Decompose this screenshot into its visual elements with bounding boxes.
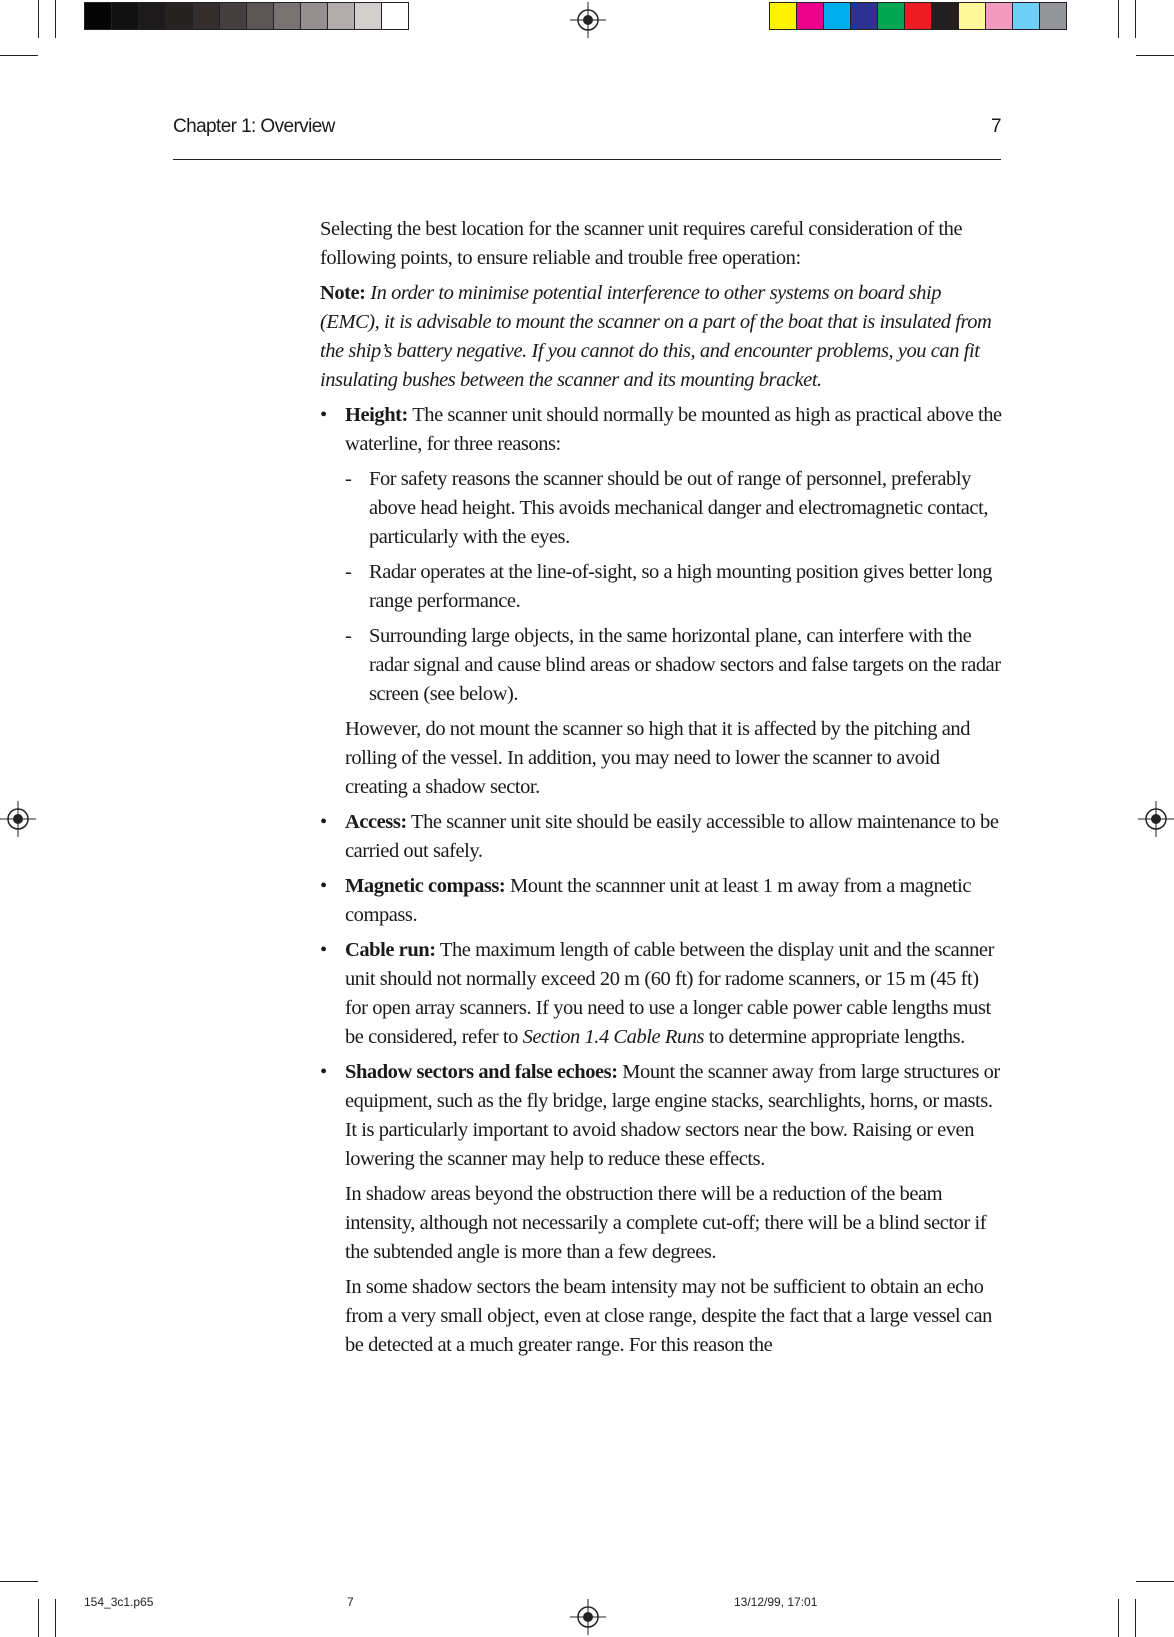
dash-mark: - bbox=[345, 625, 352, 647]
list-item-shadow-sectors bbox=[320, 1058, 1004, 1174]
page-number: 7 bbox=[991, 116, 1001, 137]
item-text: The maximum length of cable between the display unit and the scanner unit should not normally exceed 20 m (60 ft) for radome scanners, or 15 m (45 ft) for open array scanners. If you need to use a longer cable power cable lengths must be considered, refer to bbox=[345, 939, 994, 1048]
calibration-swatch bbox=[274, 3, 301, 29]
crop-mark bbox=[1135, 1599, 1136, 1637]
header-rule bbox=[173, 159, 1001, 160]
calibration-swatch bbox=[382, 3, 408, 29]
list-item-access bbox=[320, 808, 1004, 866]
grayscale-calibration-bar bbox=[84, 2, 409, 30]
calibration-swatch bbox=[247, 3, 274, 29]
calibration-swatch bbox=[139, 3, 166, 29]
dash-mark: - bbox=[345, 561, 352, 583]
list-item-height bbox=[320, 401, 1004, 459]
note-text: In order to minimise potential interference to other systems on board ship (EMC), it is advisable to mount the scanner on a part of the boat that is insulated from the ship’s battery negative. If you cannot do this, and encounter problems, you can fit insulating bushes between the scanner and its mounting bracket. bbox=[320, 282, 992, 391]
page-body bbox=[320, 215, 1004, 1366]
sub-list-item bbox=[320, 465, 1004, 552]
calibration-swatch bbox=[193, 3, 220, 29]
intro-paragraph: Selecting the best location for the scanner unit requires careful consideration of the following points, to ensure reliable and trouble free operation: bbox=[320, 218, 963, 269]
bullet-mark: • bbox=[320, 811, 327, 833]
sub-list-item bbox=[320, 558, 1004, 616]
slug-datetime: 13/12/99, 17:01 bbox=[734, 1595, 818, 1609]
calibration-swatch bbox=[166, 3, 193, 29]
sub-item-text: Radar operates at the line-of-sight, so a high mounting position gives better long range performance. bbox=[369, 561, 992, 612]
calibration-swatch bbox=[220, 3, 247, 29]
sub-item-text: For safety reasons the scanner should be out of range of personnel, preferably above head height. This avoids mechanical danger and electromagnetic contact, particularly with the eyes. bbox=[369, 468, 988, 548]
calibration-swatch bbox=[85, 3, 112, 29]
calibration-swatch bbox=[932, 3, 959, 29]
item-label: Access: bbox=[345, 811, 407, 833]
item-text: The scanner unit should normally be mounted as high as practical above the waterline, for three reasons: bbox=[345, 404, 1002, 455]
item-text: The scanner unit site should be easily accessible to allow maintenance to be carried out safely. bbox=[345, 811, 999, 862]
list-item-cable-run bbox=[320, 936, 1004, 1052]
crop-mark bbox=[0, 1581, 38, 1582]
shadow-paragraph: In some shadow sectors the beam intensity may not be sufficient to obtain an echo from a very small object, even at close range, despite the fact that a large vessel can be detected at a much greater range. For this reason the bbox=[345, 1276, 992, 1356]
calibration-swatch bbox=[905, 3, 932, 29]
chapter-title: Chapter 1: Overview bbox=[173, 116, 335, 137]
crop-mark bbox=[55, 0, 56, 38]
calibration-swatch bbox=[770, 3, 797, 29]
crop-mark bbox=[1118, 1599, 1119, 1637]
height-followup-paragraph: However, do not mount the scanner so high that it is affected by the pitching and rolling of the vessel. In addition, you may need to lower the scanner to avoid creating a shadow sector. bbox=[345, 718, 971, 798]
item-label: Height: bbox=[345, 404, 408, 426]
registration-mark-icon bbox=[1138, 801, 1174, 837]
bullet-mark: • bbox=[320, 404, 327, 426]
shadow-paragraph: In shadow areas beyond the obstruction there will be a reduction of the beam intensity, although not necessarily a complete cut-off; there will be a blind sector if the subtended angle is more than a few degrees. bbox=[345, 1183, 987, 1263]
bullet-mark: • bbox=[320, 939, 327, 961]
list-item-magnetic-compass bbox=[320, 872, 1004, 930]
crop-mark bbox=[55, 1599, 56, 1637]
calibration-swatch bbox=[959, 3, 986, 29]
item-text-end: to determine appropriate lengths. bbox=[708, 1026, 965, 1048]
crop-mark bbox=[1135, 0, 1136, 38]
crop-mark bbox=[38, 1599, 39, 1637]
calibration-swatch bbox=[851, 3, 878, 29]
bullet-mark: • bbox=[320, 1061, 327, 1083]
slug-page: 7 bbox=[347, 1595, 354, 1609]
calibration-swatch bbox=[112, 3, 139, 29]
calibration-swatch bbox=[824, 3, 851, 29]
calibration-swatch bbox=[301, 3, 328, 29]
item-label: Cable run: bbox=[345, 939, 436, 961]
slug-filename: 154_3c1.p65 bbox=[84, 1595, 154, 1609]
sub-list-item bbox=[320, 622, 1004, 709]
dash-mark: - bbox=[345, 468, 352, 490]
calibration-swatch bbox=[355, 3, 382, 29]
calibration-swatch bbox=[878, 3, 905, 29]
item-label: Shadow sectors and false echoes: bbox=[345, 1061, 618, 1083]
item-label: Magnetic compass: bbox=[345, 875, 506, 897]
item-text: Mount the scanner away from large structures or equipment, such as the fly bridge, large engine stacks, searchlights, horns, or masts. It is particularly important to avoid shadow sectors near the bow. Raising or even lowering the scanner may help to reduce these effects. bbox=[345, 1061, 1000, 1170]
calibration-swatch bbox=[986, 3, 1013, 29]
sub-item-text: Surrounding large objects, in the same horizontal plane, can interfere with the radar signal and cause blind areas or shadow sectors and false targets on the radar screen (see below). bbox=[369, 625, 1001, 705]
crop-mark bbox=[1118, 0, 1119, 38]
running-head bbox=[173, 116, 1001, 138]
crop-mark bbox=[38, 0, 39, 38]
bullet-mark: • bbox=[320, 875, 327, 897]
registration-mark-icon bbox=[0, 801, 36, 837]
calibration-swatch bbox=[328, 3, 355, 29]
crop-mark bbox=[1136, 1581, 1174, 1582]
note-label: Note: bbox=[320, 282, 366, 304]
crop-mark bbox=[0, 55, 38, 56]
section-reference: Section 1.4 Cable Runs bbox=[522, 1026, 705, 1048]
color-calibration-bar bbox=[769, 2, 1067, 30]
registration-mark-icon bbox=[570, 1599, 606, 1635]
crop-mark bbox=[1136, 55, 1174, 56]
registration-mark-icon bbox=[570, 2, 606, 38]
item-text: Mount the scannner unit at least 1 m away from a magnetic compass. bbox=[345, 875, 972, 926]
calibration-swatch bbox=[797, 3, 824, 29]
note-paragraph bbox=[320, 279, 1004, 395]
calibration-swatch bbox=[1013, 3, 1040, 29]
calibration-swatch bbox=[1040, 3, 1066, 29]
